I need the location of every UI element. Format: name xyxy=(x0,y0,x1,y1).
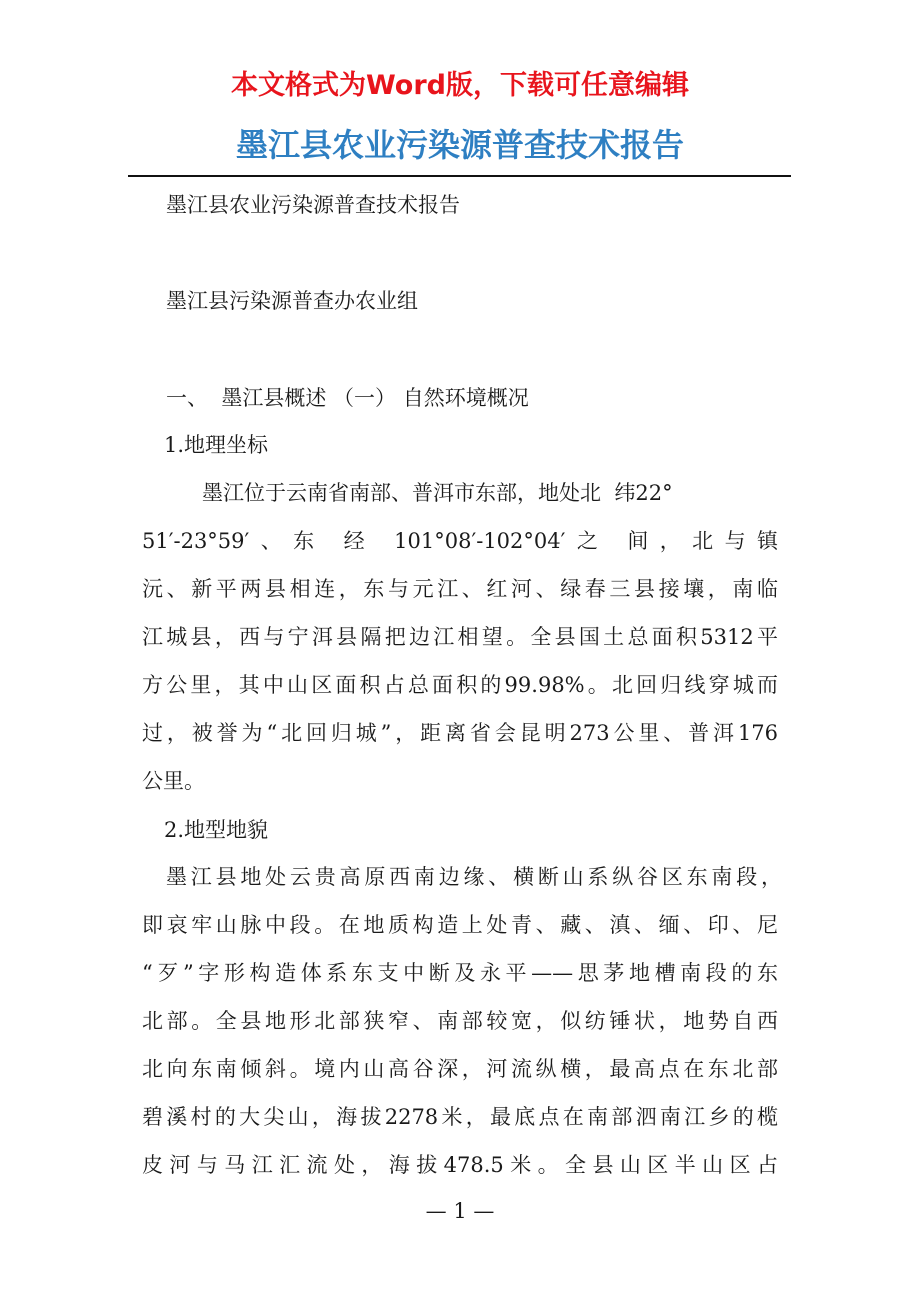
subsection-heading-1: 1.地理坐标 xyxy=(164,433,269,457)
page-number: — 1 — xyxy=(425,1199,495,1223)
paragraph-line: 方公里，其中山区面积占总面积的99.98%。北回归线穿城而 xyxy=(142,673,778,697)
section-heading: 一、 墨江县概述 （一） 自然环境概况 xyxy=(166,386,529,410)
paragraph-line: 过，被誉为“北回归城”，距离省会昆明273公里、普洱176 xyxy=(142,721,778,745)
paragraph-line: 沅、新平两县相连，东与元江、红河、绿春三县接壤，南临 xyxy=(142,577,778,601)
paragraph-line: 公里。 xyxy=(142,769,205,793)
author-line: 墨江县污染源普查办农业组 xyxy=(166,289,418,313)
paragraph-line: 墨江位于云南省南部、普洱市东部，地处北 纬22° xyxy=(202,481,673,505)
header-divider xyxy=(128,175,791,177)
paragraph-line: 51′-23°59′、东 经 101°08′-102°04′之 间，北与镇 xyxy=(142,529,778,553)
paragraph-line: 墨江县地处云贵高原西南边缘、横断山系纵谷区东南段， xyxy=(166,865,782,889)
paragraph-line: 碧溪村的大尖山，海拔2278米，最底点在南部泗南江乡的榄 xyxy=(142,1105,778,1129)
word-format-notice: 本文格式为Word版，下载可任意编辑 xyxy=(230,70,689,101)
paragraph-line: 皮河与马江汇流处，海拔478.5米。全县山区半山区占 xyxy=(142,1153,778,1177)
header-title: 墨江县农业污染源普查技术报告 xyxy=(235,126,684,164)
subsection-heading-2: 2.地型地貌 xyxy=(164,818,269,842)
paragraph-line: 即哀牢山脉中段。在地质构造上处青、藏、滇、缅、印、尼 xyxy=(142,913,778,937)
paragraph-line: 江城县，西与宁洱县隔把边江相望。全县国土总面积5312平 xyxy=(142,625,778,649)
paragraph-line: 北部。全县地形北部狭窄、南部较宽，似纺锤状，地势自西 xyxy=(142,1009,778,1033)
paragraph-line: “歹”字形构造体系东支中断及永平——思茅地槽南段的东 xyxy=(142,961,778,985)
document-title: 墨江县农业污染源普查技术报告 xyxy=(166,193,460,217)
paragraph-line: 北向东南倾斜。境内山高谷深，河流纵横，最高点在东北部 xyxy=(142,1057,778,1081)
